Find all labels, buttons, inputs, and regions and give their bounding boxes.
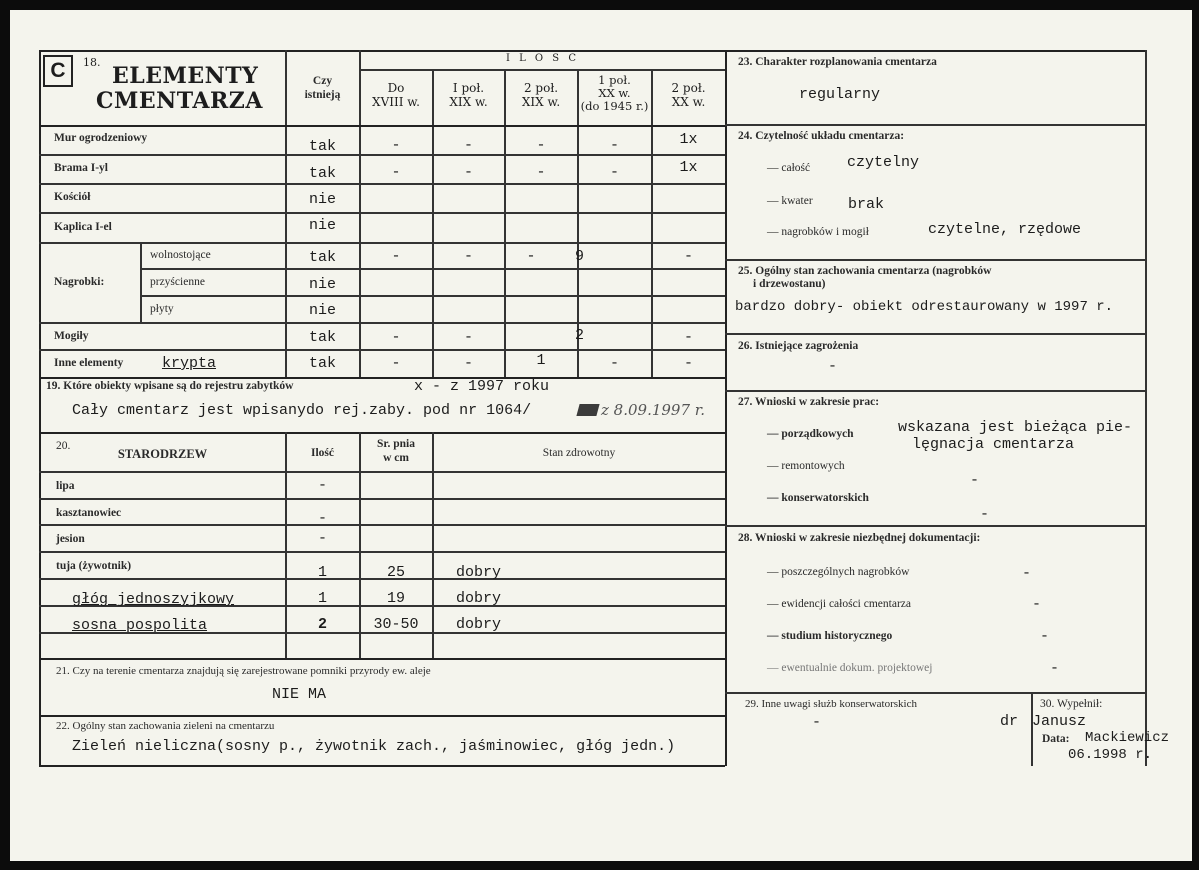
element-period-value: -	[391, 164, 401, 181]
tree-name-typed: sosna pospolita	[72, 617, 208, 634]
element-period-value: -	[463, 164, 473, 181]
s27-row-label: — konserwatorskich	[767, 492, 869, 504]
s28-row-label: — ewidencji całości cmentarza	[767, 598, 911, 610]
section-title-line1: ELEMENTY	[112, 63, 259, 89]
s28-row-label: — poszczególnych nagrobków	[767, 566, 910, 578]
tree-count: -	[317, 510, 327, 527]
rule	[39, 242, 725, 244]
czy-istnieja-header	[286, 74, 359, 102]
rule	[725, 525, 1145, 527]
section-title-line2: CMENTARZA	[96, 88, 263, 114]
rule	[725, 333, 1145, 335]
s28-row-value: -	[1022, 565, 1032, 582]
nagrobki-exists: tak	[308, 249, 336, 266]
header-text: I poł.	[452, 81, 485, 95]
s19-typed-2: Cały cmentarz jest wpisanydo rej.zaby. pod nr 1064/	[72, 402, 532, 419]
s30-name-last: Mackiewicz	[1085, 730, 1170, 746]
nagrobki-period-value: -	[526, 248, 536, 265]
rule	[39, 125, 725, 127]
tree-count: -	[317, 530, 327, 547]
header-text: 2 poł.	[523, 81, 559, 95]
header-text: 2 poł.	[671, 81, 706, 95]
nagrobki-sub-label: przyścienne	[150, 276, 205, 288]
inne-label: Inne elementy	[54, 357, 124, 369]
tree-name-typed: głóg jednoszyjkowy	[72, 591, 235, 608]
header-text: XIX w.	[521, 95, 561, 109]
rule	[39, 183, 725, 185]
mogily-period-value: -	[391, 329, 401, 346]
rule	[1145, 50, 1147, 766]
ilosc-header: I L O S C	[505, 53, 579, 64]
s24-row-label: — nagrobków i mogił	[767, 226, 869, 238]
rule	[725, 390, 1145, 392]
s22-label: 22. Ogólny stan zachowania zieleni na cmentarzu	[56, 720, 275, 732]
rule	[140, 242, 142, 322]
s26-label: 26. Istniejące zagrożenia	[738, 340, 859, 352]
element-period-value: -	[536, 164, 546, 181]
nagrobki-sub-label: płyty	[150, 303, 174, 315]
rule	[39, 50, 1145, 52]
period-header	[652, 81, 725, 109]
s28-row-label: — studium historycznego	[767, 630, 893, 642]
s28-label: 28. Wnioski w zakresie niezbędnej dokumentacji:	[738, 532, 981, 544]
tree-count: 2	[317, 616, 327, 633]
period-header	[360, 81, 432, 109]
s19-redacted-mark	[576, 404, 599, 416]
header-text: XVIII w.	[372, 95, 420, 109]
s21-label: 21. Czy na terenie cmentarza znajdują się zarejestrowane pomniki przyrody ew. aleje	[56, 665, 431, 677]
header-text: istnieją	[304, 89, 341, 101]
tree-state: dobry	[456, 564, 502, 581]
element-label: Kościół	[54, 191, 91, 203]
section-letter-box: C	[43, 55, 73, 87]
inne-exists: tak	[308, 355, 336, 372]
s24-row-label: — całość	[767, 162, 811, 174]
inne-period-value: -	[391, 355, 401, 372]
tree-state: dobry	[456, 590, 502, 607]
nagrobki-exists: nie	[308, 276, 336, 293]
s25-value: bardzo dobry- obiekt odrestaurowany w 1997 r.	[735, 299, 1114, 315]
element-label: Brama I-yl	[54, 162, 108, 174]
element-period-value: 1x	[679, 131, 698, 148]
s20-ilosc-header: Ilość	[311, 447, 334, 459]
element-period-value: -	[609, 137, 619, 154]
nagrobki-period-value: -	[683, 248, 693, 265]
inne-period-value: 1	[536, 352, 546, 369]
s24-row-value: czytelny	[847, 154, 920, 171]
s30-name-first: Janusz	[1032, 713, 1087, 730]
header-text: Do	[387, 81, 405, 95]
header-text: w cm	[383, 452, 409, 464]
rule	[39, 212, 725, 214]
mogily-label: Mogiły	[54, 330, 89, 342]
s30-date-label: Data:	[1042, 733, 1070, 745]
s24-row-value: czytelne, rzędowe	[928, 221, 1082, 238]
element-period-value: -	[463, 137, 473, 154]
s30-date: 06.1998 r.	[1068, 747, 1153, 763]
s24-row-label: — kwater	[767, 195, 813, 207]
rule	[504, 70, 506, 377]
rule	[725, 259, 1145, 261]
nagrobki-exists: nie	[308, 302, 336, 319]
rule	[39, 498, 725, 500]
mogily-exists: tak	[308, 329, 336, 346]
inne-value: krypta	[162, 355, 217, 372]
s29-value: -	[812, 714, 822, 731]
s25-label: i drzewostanu)	[753, 278, 826, 290]
tree-name: jesion	[56, 533, 85, 545]
element-exists: nie	[308, 217, 336, 234]
rule	[359, 69, 725, 71]
s22-value: Zieleń nieliczna(sosny p., żywotnik zach., jaśminowiec, głóg jedn.)	[72, 738, 676, 755]
s29-label: 29. Inne uwagi służb konserwatorskich	[745, 698, 917, 710]
nagrobki-period-value: 9	[575, 248, 585, 265]
s28-row-value: -	[1032, 596, 1042, 613]
header-text: XX w.	[671, 95, 706, 109]
tree-diameter: 30-50	[373, 616, 419, 633]
element-period-value: -	[609, 164, 619, 181]
s23-label: 23. Charakter rozplanowania cmentarza	[738, 56, 937, 68]
s20-title: STARODRZEW	[117, 447, 208, 461]
nagrobki-sub-label: wolnostojące	[150, 249, 211, 261]
tree-diameter: 19	[386, 590, 405, 607]
rule	[39, 765, 725, 767]
nagrobki-period-value: -	[463, 248, 473, 265]
header-text: XX w.	[598, 86, 631, 100]
rule	[725, 50, 727, 766]
s30-name-prefix: dr	[1000, 713, 1019, 730]
header-text: Czy	[312, 75, 333, 87]
section-number: 18.	[83, 56, 101, 69]
rule	[39, 322, 725, 324]
s28-row-value: -	[1050, 660, 1060, 677]
element-label: Mur ogrodzeniowy	[54, 132, 148, 144]
rule	[725, 692, 1145, 694]
tree-diameter: 25	[386, 564, 405, 581]
header-text: XIX w.	[449, 95, 488, 109]
s28-row-value: -	[1040, 628, 1050, 645]
element-exists: tak	[308, 165, 336, 182]
s27-row-label: — porządkowych	[767, 428, 854, 440]
element-period-value: 1x	[679, 159, 698, 176]
header-text: (do 1945 r.)	[580, 99, 649, 113]
s27-row-value: -	[970, 472, 980, 489]
s20-stan-header: Stan zdrowotny	[542, 447, 616, 459]
inne-period-value: -	[609, 355, 619, 372]
s20-sr-pnia-header	[360, 437, 432, 465]
mogily-period-value: -	[463, 329, 473, 346]
tree-count: 1	[317, 590, 327, 607]
rule	[39, 377, 725, 379]
mogily-period-value: -	[683, 329, 693, 346]
mogily-period-value: 2	[575, 327, 585, 344]
element-exists: tak	[308, 138, 336, 155]
period-header	[578, 74, 651, 113]
s30-label: 30. Wypełnił:	[1040, 698, 1103, 710]
element-exists: nie	[308, 191, 336, 208]
tree-count: 1	[317, 564, 327, 581]
rule	[39, 715, 725, 717]
s20-number: 20.	[56, 440, 71, 452]
rule	[39, 524, 725, 526]
inne-period-value: -	[463, 355, 473, 372]
s19-stamp: z 8.09.1997 r.	[601, 401, 706, 419]
s27-label: 27. Wnioski w zakresie prac:	[738, 396, 880, 408]
period-header	[505, 81, 577, 109]
tree-state: dobry	[456, 616, 502, 633]
s25-label: 25. Ogólny stan zachowania cmentarza (nagrobków	[738, 265, 992, 277]
s19-label: 19. Które obiekty wpisane są do rejestru zabytków	[46, 380, 294, 392]
s27-row-value: -	[980, 506, 990, 523]
s28-row-label: — ewentualnie dokum. projektowej	[767, 662, 933, 674]
rule	[140, 295, 725, 297]
record-card	[10, 10, 1192, 861]
nagrobki-period-value: -	[391, 248, 401, 265]
rule	[39, 349, 725, 351]
element-period-value: -	[536, 137, 546, 154]
rule	[39, 432, 725, 434]
tree-name: lipa	[56, 480, 75, 492]
s21-value: NIE MA	[272, 686, 327, 703]
s27-row-label: — remontowych	[767, 460, 845, 472]
rule	[432, 432, 434, 658]
s24-label: 24. Czytelność układu cmentarza:	[738, 130, 905, 142]
rule	[39, 551, 725, 553]
nagrobki-label: Nagrobki:	[54, 276, 105, 288]
rule	[39, 658, 725, 660]
rule	[39, 154, 725, 156]
inne-period-value: -	[683, 355, 693, 372]
s27-row-value: wskazana jest bieżąca pie-	[898, 419, 1133, 436]
s23-value: regularny	[799, 86, 881, 103]
s19-typed-1: x - z 1997 roku	[414, 378, 550, 395]
rule	[140, 268, 725, 270]
tree-name: kasztanowiec	[56, 507, 122, 519]
s27-row-value: lęgnacja cmentarza	[912, 436, 1075, 453]
s24-row-value: brak	[848, 196, 885, 213]
element-period-value: -	[391, 137, 401, 154]
tree-count: -	[317, 477, 327, 494]
tree-name: tuja (żywotnik)	[56, 560, 132, 572]
rule	[725, 124, 1145, 126]
header-text: Sr. pnia	[377, 438, 415, 450]
period-header	[433, 81, 504, 109]
rule	[39, 471, 725, 473]
element-label: Kaplica I-el	[54, 221, 112, 233]
header-text: 1 poł.	[598, 73, 631, 87]
s26-value: -	[828, 358, 838, 375]
